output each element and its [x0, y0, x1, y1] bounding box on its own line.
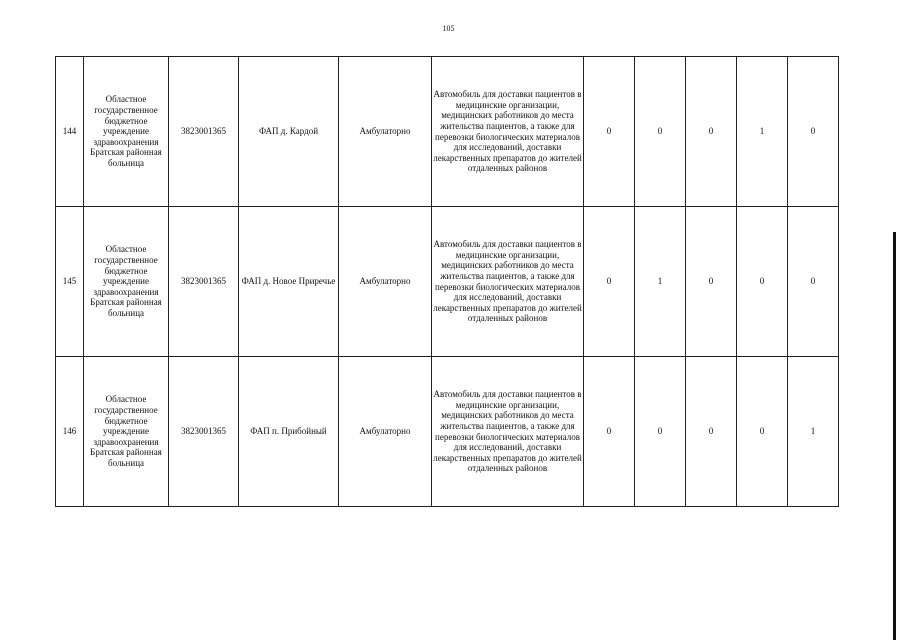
value-cell: 1 [788, 357, 839, 507]
row-number: 146 [56, 357, 84, 507]
inn-code: 3823001365 [169, 207, 239, 357]
table-row [56, 357, 839, 507]
value-cell: 1 [737, 57, 788, 207]
vehicle-allocation-table [55, 56, 839, 507]
organization-name: Областное государственное бюджетное учреждение здравоохранения Братская районная больница [84, 57, 169, 207]
value-cell: 0 [584, 207, 635, 357]
value-cell: 0 [686, 357, 737, 507]
vehicle-purpose: Автомобиль для доставки пациентов в медицинские организации, медицинских работников до места жительства пациентов, а также для перевозки биологических материалов для исследований, доставки лекарственных препаратов до жителей отдаленных районов [432, 357, 584, 507]
value-cell: 0 [584, 357, 635, 507]
value-cell: 0 [686, 57, 737, 207]
value-cell: 0 [737, 207, 788, 357]
facility-name: ФАП д. Кардой [239, 57, 339, 207]
facility-name: ФАП д. Новое Приречье [239, 207, 339, 357]
care-type: Амбулаторно [339, 57, 432, 207]
value-cell: 0 [788, 207, 839, 357]
value-cell: 0 [737, 357, 788, 507]
value-cell: 0 [635, 57, 686, 207]
vehicle-purpose: Автомобиль для доставки пациентов в медицинские организации, медицинских работников до места жительства пациентов, а также для перевозки биологических материалов для исследований, доставки лекарственных препаратов до жителей отдаленных районов [432, 207, 584, 357]
value-cell: 0 [686, 207, 737, 357]
row-number: 145 [56, 207, 84, 357]
facility-name: ФАП п. Прибойный [239, 357, 339, 507]
table-row [56, 207, 839, 357]
value-cell: 1 [635, 207, 686, 357]
organization-name: Областное государственное бюджетное учреждение здравоохранения Братская районная больница [84, 357, 169, 507]
table-row [56, 57, 839, 207]
value-cell: 0 [635, 357, 686, 507]
vehicle-purpose: Автомобиль для доставки пациентов в медицинские организации, медицинских работников до места жительства пациентов, а также для перевозки биологических материалов для исследований, доставки лекарственных препаратов до жителей отдаленных районов [432, 57, 584, 207]
inn-code: 3823001365 [169, 357, 239, 507]
value-cell: 0 [788, 57, 839, 207]
scan-edge-line [893, 232, 896, 640]
organization-name: Областное государственное бюджетное учреждение здравоохранения Братская районная больница [84, 207, 169, 357]
page-number: 105 [442, 24, 455, 33]
value-cell: 0 [584, 57, 635, 207]
row-number: 144 [56, 57, 84, 207]
care-type: Амбулаторно [339, 207, 432, 357]
inn-code: 3823001365 [169, 57, 239, 207]
care-type: Амбулаторно [339, 357, 432, 507]
